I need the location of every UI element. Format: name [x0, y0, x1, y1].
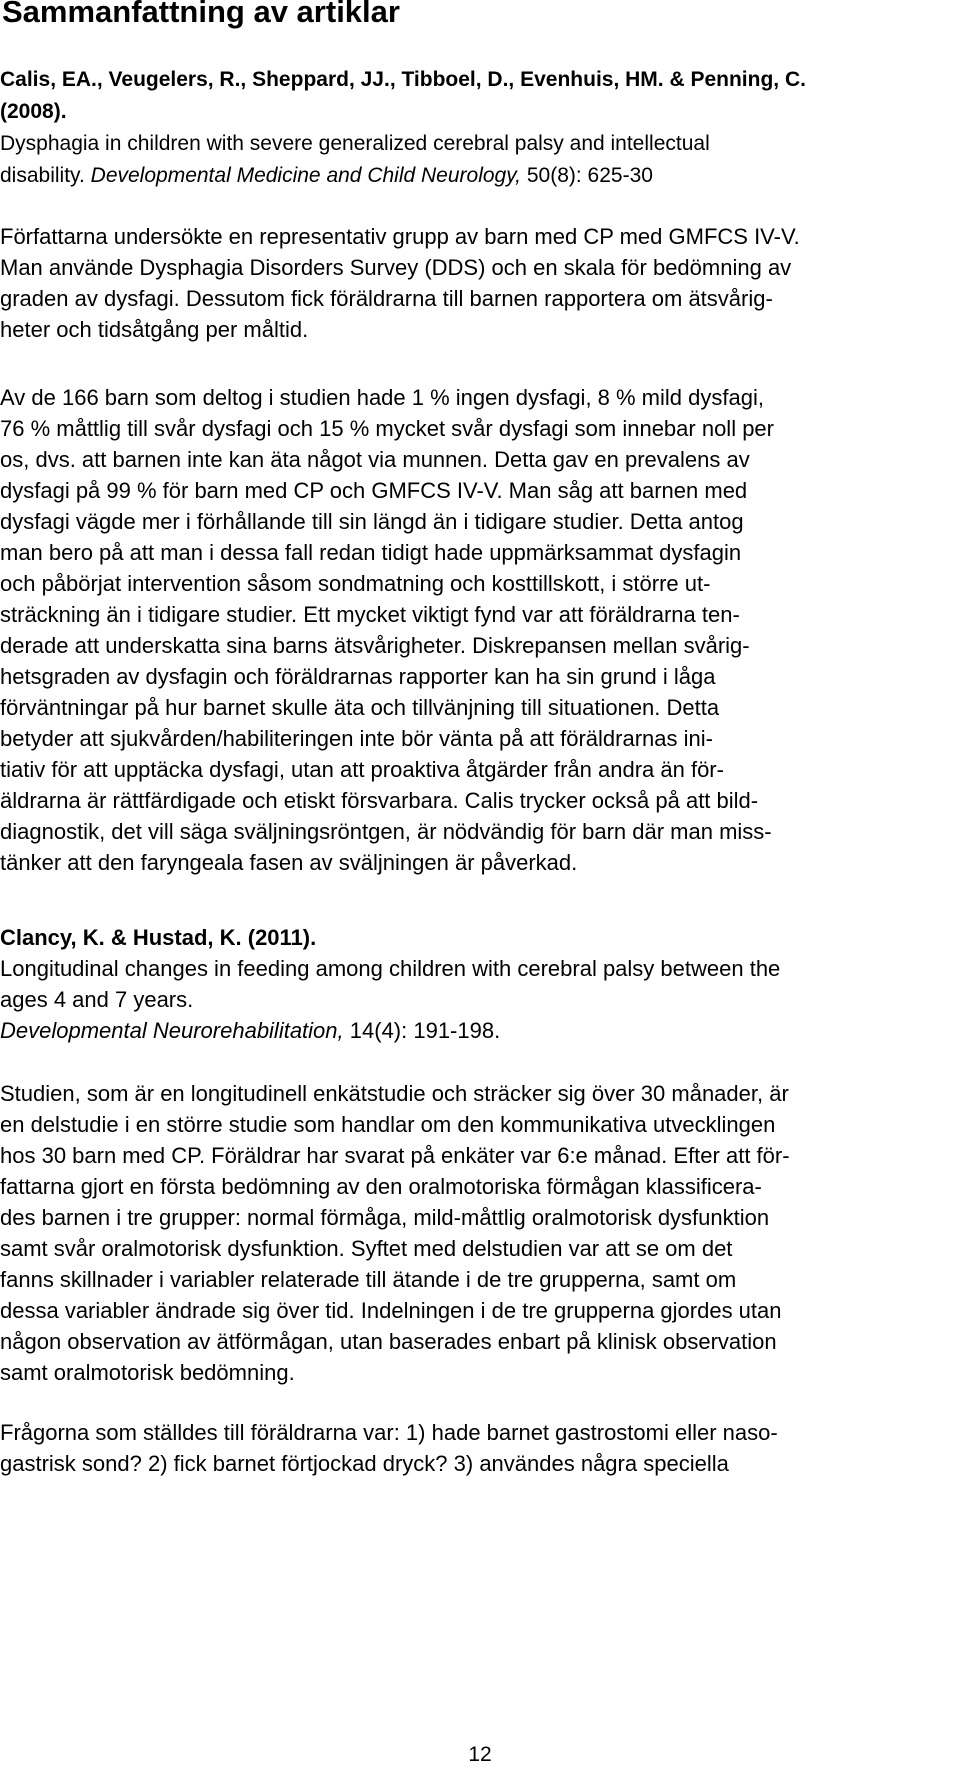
paragraph-line: tänker att den faryngeala fasen av sväljningen är påverkad. — [0, 850, 578, 875]
paragraph-line: Av de 166 barn som deltog i studien hade 1 % ingen dysfagi, 8 % mild dysfagi, — [0, 385, 764, 410]
paragraph-line: och påbörjat intervention såsom sondmatning och kosttillskott, i större ut- — [0, 571, 711, 596]
reference-calis-2008 — [0, 64, 806, 192]
paragraph-line: samt svår oralmotorisk dysfunktion. Syftet med delstudien var att se om det — [0, 1236, 733, 1261]
paragraph-line: äldrarna är rättfärdigade och etiskt försvarbara. Calis trycker också på att bild- — [0, 788, 759, 813]
paragraph-2 — [0, 382, 774, 878]
paragraph-line: en delstudie i en större studie som handlar om den kommunikativa utvecklingen — [0, 1112, 776, 1137]
page-number: 12 — [468, 1743, 492, 1766]
paragraph-line: gastrisk sond? 2) fick barnet förtjockad dryck? 3) användes några speciella — [0, 1451, 729, 1476]
paragraph-1 — [0, 221, 800, 345]
paragraph-line: des barnen i tre grupper: normal förmåga, mild-måttlig oralmotorisk dysfunktion — [0, 1205, 770, 1230]
paragraph-line: någon observation av ätförmågan, utan baserades enbart på klinisk observation — [0, 1329, 777, 1354]
paragraph-line: derade att underskatta sina barns ätsvårigheter. Diskrepansen mellan svårig- — [0, 633, 750, 658]
paragraph-line: samt oralmotorisk bedömning. — [0, 1360, 295, 1385]
paragraph-line: heter och tidsåtgång per måltid. — [0, 317, 309, 342]
paragraph-line: dysfagi på 99 % för barn med CP och GMFCS IV-V. Man såg att barnen med — [0, 478, 748, 503]
paragraph-line: diagnostik, det vill säga sväljningsröntgen, är nödvändig för barn där man miss- — [0, 819, 772, 844]
paragraph-line: Frågorna som ställdes till föräldrarna var: 1) hade barnet gastrostomi eller naso- — [0, 1420, 778, 1445]
reference-title-end: ages 4 and 7 years. — [0, 987, 194, 1012]
paragraph-line: man bero på att man i dessa fall redan tidigt hade uppmärksammat dysfagin — [0, 540, 742, 565]
paragraph-line: Studien, som är en longitudinell enkätstudie och sträcker sig över 30 månader, är — [0, 1081, 789, 1106]
paragraph-line: 76 % måttlig till svår dysfagi och 15 % mycket svår dysfagi som innebar noll per — [0, 416, 774, 441]
page-title: Sammanfattning av artiklar — [2, 0, 400, 29]
paragraph-line: graden av dysfagi. Dessutom fick föräldrarna till barnen rapportera om ätsvårig- — [0, 286, 773, 311]
paragraph-line: sträckning än i tidigare studier. Ett mycket viktigt fynd var att föräldrarna ten- — [0, 602, 740, 627]
paragraph-line: hetsgraden av dysfagin och föräldrarnas rapporter kan ha sin grund i låga — [0, 664, 716, 689]
reference-journal: Developmental Medicine and Child Neurology, — [90, 164, 522, 187]
paragraph-line: dessa variabler ändrade sig över tid. Indelningen i de tre grupperna gjordes utan — [0, 1298, 782, 1323]
reference-title-end: disability. — [0, 164, 91, 187]
paragraph-line: fanns skillnader i variabler relaterade till ätande i de tre grupperna, samt om — [0, 1267, 737, 1292]
paragraph-3 — [0, 1078, 790, 1388]
paragraph-line: os, dvs. att barnen inte kan äta något via munnen. Detta gav en prevalens av — [0, 447, 750, 472]
paragraph-line: tiativ för att upptäcka dysfagi, utan att proaktiva åtgärder från andra än för- — [0, 757, 724, 782]
reference-source — [0, 160, 806, 192]
reference-year: (2008). — [0, 100, 67, 123]
paragraph-line: Författarna undersökte en representativ grupp av barn med CP med GMFCS IV-V. — [0, 224, 800, 249]
paragraph-line: fattarna gjort en första bedömning av den oralmotoriska förmågan klassificera- — [0, 1174, 762, 1199]
paragraph-line: betyder att sjukvården/habiliteringen inte bör vänta på att föräldrarnas ini- — [0, 726, 713, 751]
reference-journal: Developmental Neurorehabilitation, — [0, 1018, 344, 1043]
reference-title: Longitudinal changes in feeding among children with cerebral palsy between the — [0, 956, 781, 981]
reference-clancy-2011 — [0, 922, 780, 1046]
paragraph-4 — [0, 1417, 778, 1479]
paragraph-line: Man använde Dysphagia Disorders Survey (DDS) och en skala för bedömning av — [0, 255, 792, 280]
reference-authors: Calis, EA., Veugelers, R., Sheppard, JJ., Tibboel, D., Evenhuis, HM. & Penning, C. — [0, 68, 806, 91]
paragraph-line: hos 30 barn med CP. Föräldrar har svarat på enkäter var 6:e månad. Efter att för- — [0, 1143, 790, 1168]
reference-source — [0, 1015, 780, 1046]
reference-volume: 14(4): 191-198. — [343, 1018, 501, 1043]
reference-authors: Clancy, K. & Hustad, K. (2011). — [0, 925, 317, 950]
reference-volume: 50(8): 625-30 — [521, 164, 653, 187]
reference-title: Dysphagia in children with severe generalized cerebral palsy and intellectual — [0, 132, 710, 155]
paragraph-line: dysfagi vägde mer i förhållande till sin längd än i tidigare studier. Detta antog — [0, 509, 744, 534]
paragraph-line: förväntningar på hur barnet skulle äta och tillvänjning till situationen. Detta — [0, 695, 720, 720]
